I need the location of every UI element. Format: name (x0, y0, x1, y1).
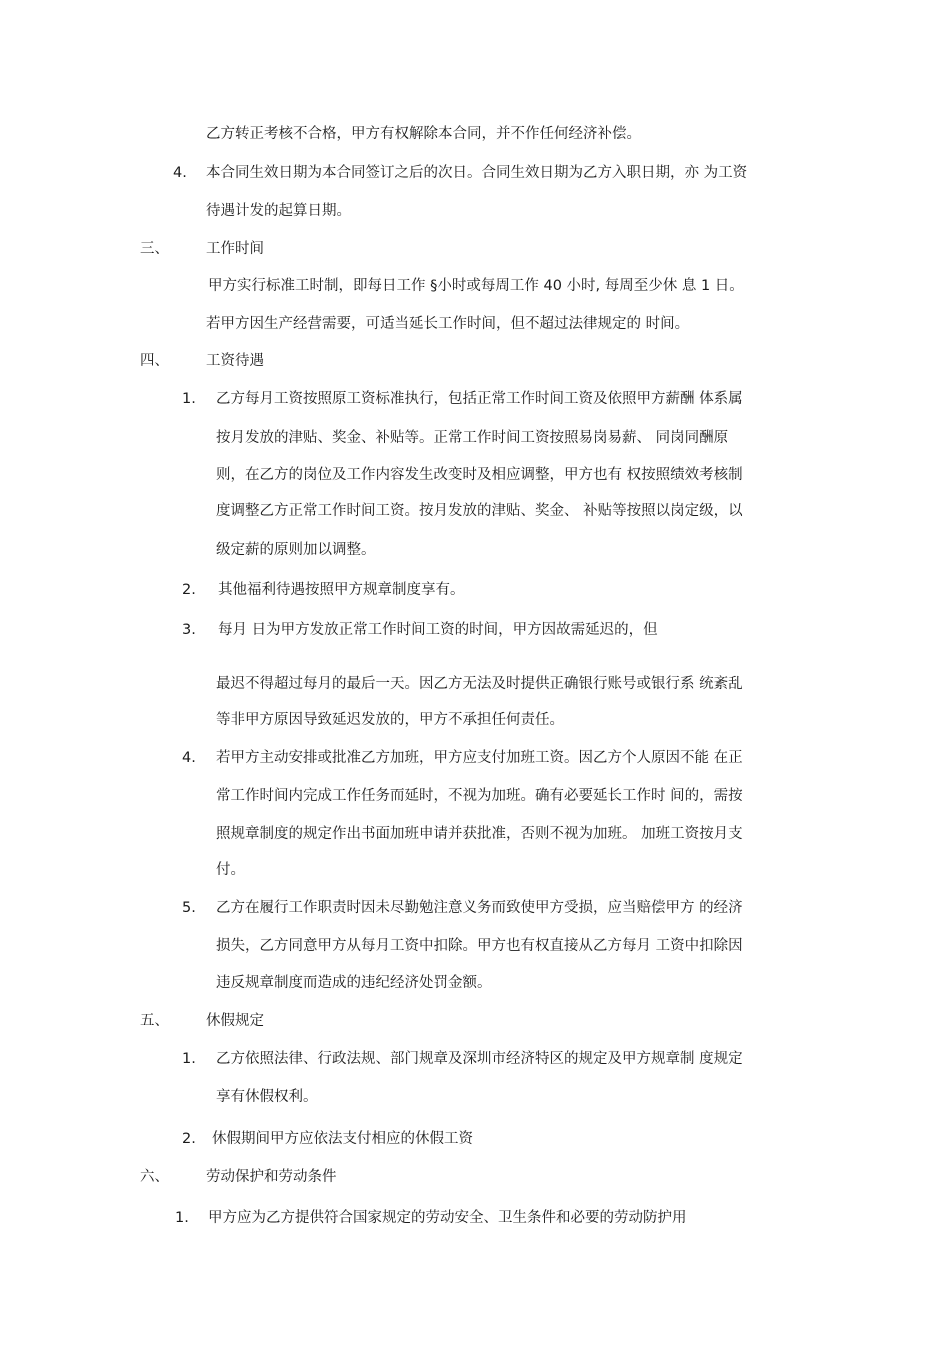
list-item-line: 每月 日为甲方发放正常工作时间工资的时间，甲方因故需延迟的，但 (218, 622, 658, 638)
list-item-line: 照规章制度的规定作出书面加班申请并获批准，否则不视为加班。 加班工资按月支 (216, 826, 743, 842)
list-item-line: 则，在乙方的岗位及工作内容发生改变时及相应调整，甲方也有 权按照绩效考核制 (216, 467, 743, 483)
paragraph-line: 若甲方因生产经营需要，可适当延长工作时间，但不超过法律规定的 时间。 (206, 316, 690, 332)
list-number: 2. (182, 1131, 196, 1147)
section-number: 六、 (140, 1169, 169, 1185)
section-heading: 劳动保护和劳动条件 (206, 1169, 337, 1185)
list-item-line: 休假期间甲方应依法支付相应的休假工资 (212, 1131, 473, 1147)
section-heading: 休假规定 (206, 1013, 264, 1029)
section-heading: 工作时间 (206, 241, 264, 257)
list-item-line: 常工作时间内完成工作任务而延时，不视为加班。确有必要延长工作时 间的，需按 (216, 788, 743, 804)
list-number: 1. (182, 1051, 196, 1067)
list-number: 1. (175, 1210, 189, 1226)
list-item-line: 若甲方主动安排或批准乙方加班，甲方应支付加班工资。因乙方个人原因不能 在正 (216, 750, 743, 766)
list-item-line: 级定薪的原则加以调整。 (216, 542, 376, 558)
section-heading: 工资待遇 (206, 353, 264, 369)
paragraph-line: 乙方转正考核不合格，甲方有权解除本合同，并不作任何经济补偿。 (206, 126, 641, 142)
section-number: 五、 (140, 1013, 169, 1029)
list-number: 1. (182, 391, 196, 407)
list-number: 5. (182, 900, 196, 916)
list-item-line: 违反规章制度而造成的违纪经济处罚金额。 (216, 975, 492, 991)
list-item-line: 付。 (216, 862, 245, 878)
list-item-line: 乙方每月工资按照原工资标准执行，包括正常工作时间工资及依照甲方薪酬 体系属 (216, 391, 743, 407)
list-item-line: 本合同生效日期为本合同签订之后的次日。合同生效日期为乙方入职日期，亦 为工资 (206, 165, 748, 181)
list-item-line: 其他福利待遇按照甲方规章制度享有。 (218, 582, 465, 598)
list-number: 4. (182, 750, 196, 766)
paragraph-line: 甲方实行标准工时制，即每日工作 §小时或每周工作 40 小时, 每周至少休 息 1 日。 (208, 278, 744, 294)
list-item-line: 享有休假权利。 (216, 1089, 318, 1105)
list-item-line: 乙方依照法律、行政法规、部门规章及深圳市经济特区的规定及甲方规章制 度规定 (216, 1051, 743, 1067)
list-item-line: 甲方应为乙方提供符合国家规定的劳动安全、卫生条件和必要的劳动防护用 (208, 1210, 687, 1226)
list-number: 4. (173, 165, 187, 181)
list-number: 3. (182, 622, 196, 638)
list-item-line: 待遇计发的起算日期。 (206, 203, 351, 219)
section-number: 三、 (140, 241, 169, 257)
list-item-line: 按月发放的津贴、奖金、补贴等。正常工作时间工资按照易岗易薪、 同岗同酬原 (216, 430, 729, 446)
section-number: 四、 (140, 353, 169, 369)
list-item-line: 损失，乙方同意甲方从每月工资中扣除。甲方也有权直接从乙方每月 工资中扣除因 (216, 938, 743, 954)
list-item-line: 等非甲方原因导致延迟发放的，甲方不承担任何责任。 (216, 712, 564, 728)
list-item-line: 度调整乙方正常工作时间工资。按月发放的津贴、奖金、 补贴等按照以岗定级，以 (216, 503, 743, 519)
list-number: 2. (182, 582, 196, 598)
list-item-line: 乙方在履行工作职责时因未尽勤勉注意义务而致使甲方受损，应当赔偿甲方 的经济 (216, 900, 743, 916)
list-item-line: 最迟不得超过每月的最后一天。因乙方无法及时提供正确银行账号或银行系 统紊乱 (216, 676, 743, 692)
